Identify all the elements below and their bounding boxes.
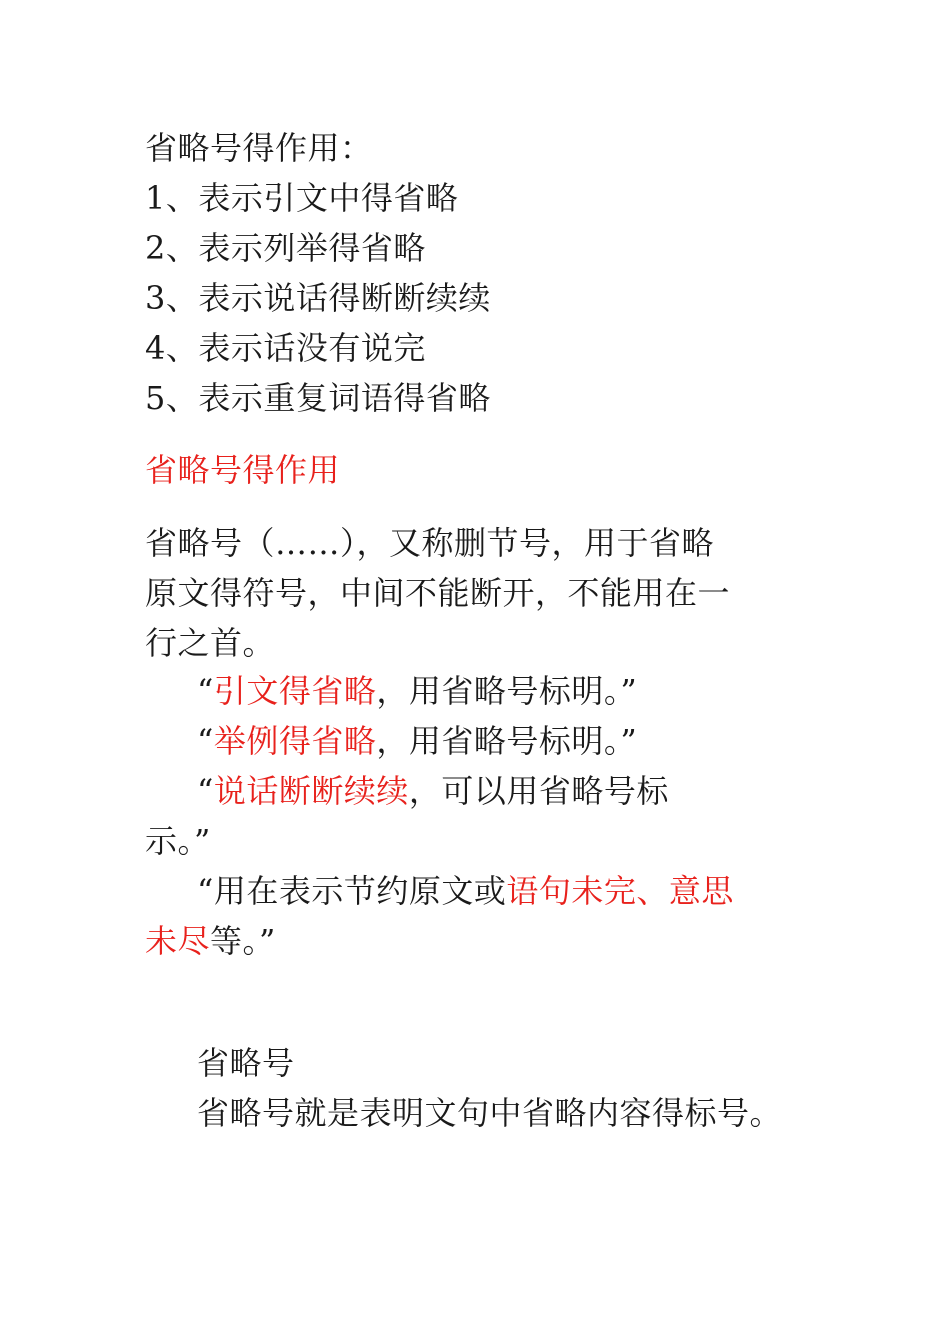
list-item-3: 3、表示说话得断断续续 [145,279,491,317]
quote-3-continuation: 示。” [145,822,211,860]
quote-4-highlight-2: 未尽 [145,922,211,960]
quote-2 [197,721,637,761]
quote-2-open: “ [197,722,214,760]
quote-4 [197,871,734,911]
intro-line-3: 行之首。 [145,624,276,662]
quote-1-open: “ [197,672,214,710]
quote-3 [197,771,669,811]
intro-line-1: 省略号（……），又称删节号，用于省略 [145,524,715,562]
list-item-2: 2、表示列举得省略 [145,229,426,267]
intro-line-2: 原文得符号，中间不能断开，不能用在一 [145,574,731,612]
section3-heading: 省略号 [197,1044,295,1082]
section2-heading: 省略号得作用 [145,451,341,489]
list-item-5: 5、表示重复词语得省略 [145,379,491,417]
quote-1 [197,671,637,711]
quote-3-rest: ，可以用省略号标 [408,772,669,810]
quote-2-rest: ，用省略号标明。” [376,722,638,760]
quote-1-highlight: 引文得省略 [213,672,377,710]
list-item-4: 4、表示话没有说完 [145,329,426,367]
quote-2-highlight: 举例得省略 [213,722,377,760]
quote-4-continuation [145,921,276,961]
section3-body: 省略号就是表明文句中省略内容得标号。 [197,1094,783,1132]
quote-4-rest: 等。” [210,922,276,960]
section1-heading: 省略号得作用： [145,129,373,167]
quote-4-open: “用在表示节约原文或 [197,872,507,910]
list-item-1: 1、表示引文中得省略 [145,179,459,217]
quote-1-rest: ，用省略号标明。” [376,672,638,710]
quote-3-highlight: 说话断断续续 [213,772,409,810]
quote-4-highlight: 语句未完、意思 [506,872,734,910]
quote-3-open: “ [197,772,214,810]
